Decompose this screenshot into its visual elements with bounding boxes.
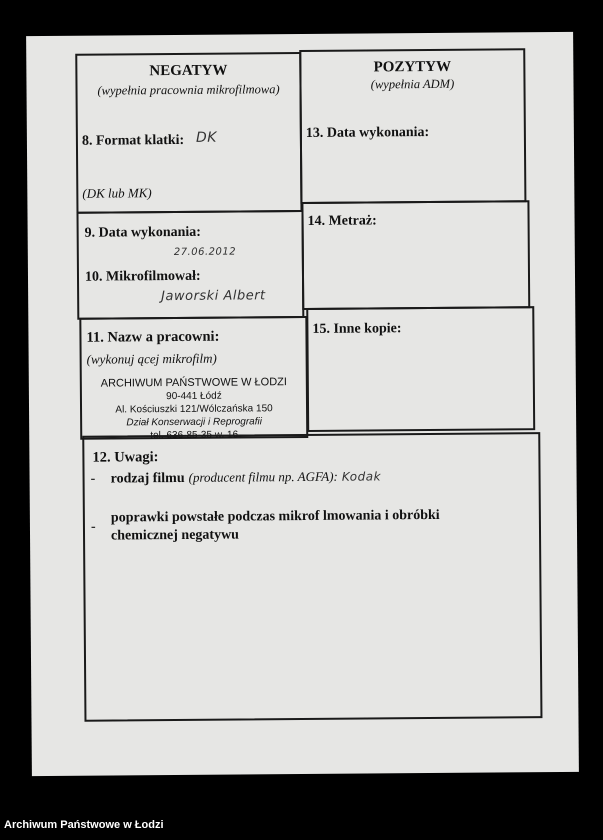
bullet-2: - xyxy=(90,519,96,535)
corrections-line-2: chemicznej negatywu xyxy=(110,527,240,544)
operator-signature: Jaworski Albert xyxy=(161,288,266,305)
other-copies-label: 15. Inne kopie: xyxy=(312,321,402,337)
positive-subtitle: (wypełnia ADM) xyxy=(370,76,455,92)
remarks-label: 12. Uwagi: xyxy=(92,449,159,466)
bullet-1: - xyxy=(90,471,96,487)
corrections-label xyxy=(111,507,440,546)
negative-title: NEGATYW xyxy=(149,62,228,80)
archive-watermark: Archiwum Państwowe w Łodzi xyxy=(4,819,164,831)
microfilm-form xyxy=(75,50,548,724)
negative-date-label: 9. Data wykonania: xyxy=(84,224,202,241)
format-hint: (DK lub MK) xyxy=(82,185,152,201)
length-cell xyxy=(301,200,530,310)
stamp-line-4: Dział Konserwacji i Reprografii xyxy=(126,416,262,429)
archive-stamp xyxy=(82,376,307,443)
negative-subtitle: (wypełnia pracownia mikrofilmowa) xyxy=(97,82,280,98)
film-type-label: rodzaj filmu xyxy=(110,470,185,487)
operator-label: 10. Mikrofilmował: xyxy=(84,268,201,285)
stamp-line-5: tel. 636-85-35 w. 16 xyxy=(150,429,239,442)
length-label: 14. Metraż: xyxy=(307,213,377,229)
format-value: DK xyxy=(195,129,217,146)
lab-name-label: 11. Nazw a pracowni: xyxy=(86,328,220,346)
lab-name-hint: (wykonuj ącej mikrofilm) xyxy=(86,350,217,367)
positive-date-label: 13. Data wykonania: xyxy=(305,124,430,141)
other-copies-cell xyxy=(306,306,535,432)
negative-header-cell xyxy=(75,52,302,214)
positive-title: POZYTYW xyxy=(373,58,452,76)
film-type-value: Kodak xyxy=(341,469,382,484)
film-type-hint: (producent filmu np. AGFA): xyxy=(188,468,338,485)
format-label: 8. Format klatki: xyxy=(81,132,185,149)
stamp-line-3: Al. Kościuszki 121/Wólczańska 150 xyxy=(115,403,273,416)
stamp-line-1: ARCHIWUM PAŃSTWOWE W ŁODZI xyxy=(100,376,287,390)
scanned-form-sheet xyxy=(26,32,579,776)
corrections-line-1: poprawki powstałe podczas mikrof lmowania i obróbki xyxy=(110,507,440,526)
remarks-cell xyxy=(82,432,542,722)
positive-header-cell xyxy=(299,48,526,204)
film-type-line xyxy=(111,467,382,487)
date-operator-cell xyxy=(76,210,304,320)
lab-name-cell xyxy=(79,316,308,440)
negative-date-value: 27.06.2012 xyxy=(173,246,237,259)
stamp-line-2: 90-441 Łódź xyxy=(166,390,222,403)
